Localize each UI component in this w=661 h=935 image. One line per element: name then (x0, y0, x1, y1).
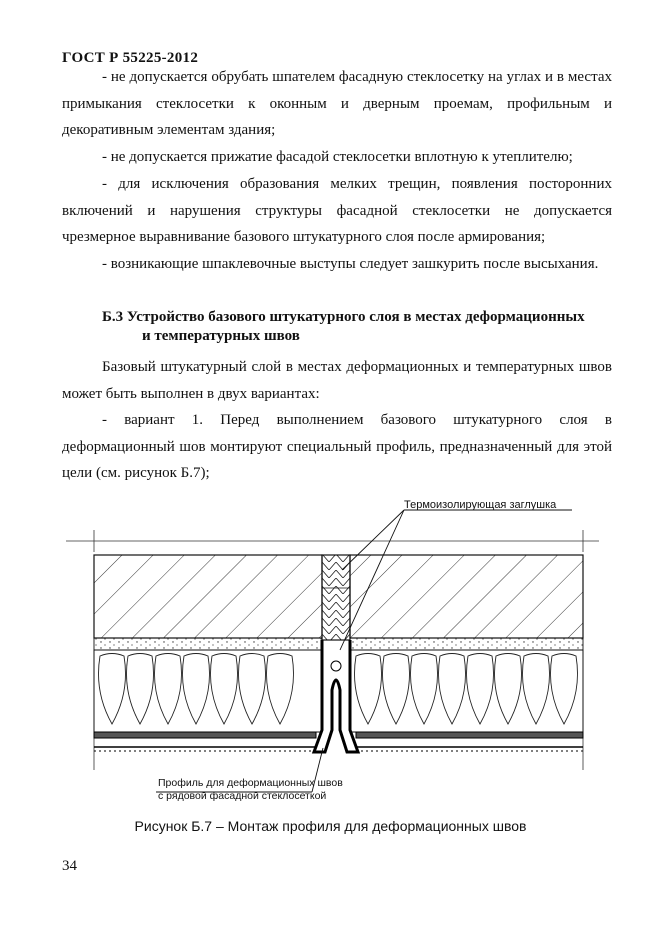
paragraph-variant-1: - вариант 1. Перед выполнением базового штукатурного слоя в деформационный шов монтируют специальный профиль, предназначенный для этой цели (см. рисунок Б.7); (62, 412, 612, 481)
section-heading-line-1: Б.3 Устройство базового штукатурного слоя в местах деформационных (102, 309, 585, 325)
paragraph-sanding: - возникающие шпаклевочные выступы следует зашкурить после высыхания. (102, 256, 599, 272)
thermal-insulating-plug (322, 555, 350, 640)
figure-label-profile-line-2: с рядовой фасадной стеклосеткой (158, 790, 327, 802)
deformation-joint-profile (314, 640, 358, 752)
paragraph-two-variants: Базовый штукатурный слой в местах деформационных и температурных швов может быть выполнен в двух вариантах: (62, 359, 612, 402)
section-heading-line-2: и температурных швов (142, 328, 300, 344)
leader-lines (156, 510, 572, 792)
page-number: 34 (62, 858, 77, 874)
paragraph-glass-mesh-cutting: - не допускается обрубать шпателем фасадную стеклосетку на углах и в местах примыкания стеклосетки к оконным и дверным проемам, профильным и декоративным элементам здания; (62, 69, 612, 138)
paragraph-excess-leveling: - для исключения образования мелких трещин, появления посторонних включений и нарушения структуры фасадной стеклосетки не допускается чрезмерное выравнивание базового штукатурного слоя после армирования; (62, 176, 612, 245)
paragraph-mesh-pressing: - не допускается прижатие фасадой стеклосетки вплотную к утеплителю; (102, 149, 573, 165)
base-plaster-layer (94, 732, 583, 751)
figure-caption: Рисунок Б.7 – Монтаж профиля для деформационных швов (134, 818, 527, 834)
section-heading-b3 (102, 308, 622, 346)
figure-label-plug: Термоизолирующая заглушка (404, 499, 557, 511)
figure-label-profile (158, 777, 343, 803)
figure-label-profile-line-1: Профиль для деформационных швов (158, 777, 343, 789)
document-code-header: ГОСТ Р 55225-2012 (62, 50, 199, 66)
deformation-joint-figure (0, 490, 661, 810)
